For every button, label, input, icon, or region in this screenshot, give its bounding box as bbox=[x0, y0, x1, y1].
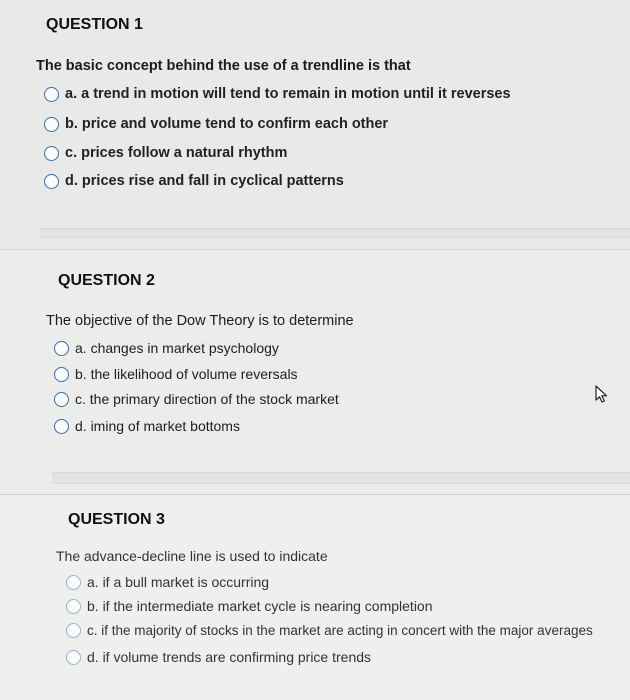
question-1-option-a[interactable] bbox=[44, 86, 511, 102]
question-1-option-c[interactable] bbox=[44, 145, 287, 161]
question-2-option-d[interactable] bbox=[54, 418, 240, 434]
question-3-option-c[interactable] bbox=[66, 623, 593, 638]
option-label: a. if a bull market is occurring bbox=[87, 574, 270, 590]
mouse-pointer-icon bbox=[592, 384, 612, 404]
radio-button[interactable] bbox=[66, 650, 81, 665]
option-label: d. if volume trends are confirming price trends bbox=[87, 649, 372, 665]
question-2-title: QUESTION 2 bbox=[58, 272, 155, 289]
question-3-block bbox=[0, 495, 630, 700]
option-label: b. if the intermediate market cycle is nearing completion bbox=[87, 598, 433, 614]
question-1-option-d[interactable] bbox=[44, 173, 344, 189]
question-2-text: The objective of the Dow Theory is to determine bbox=[46, 313, 354, 329]
question-2-option-c[interactable] bbox=[54, 391, 339, 407]
question-2-footer-band bbox=[52, 472, 630, 484]
question-3-option-d[interactable] bbox=[66, 649, 371, 665]
radio-button[interactable] bbox=[44, 117, 59, 132]
radio-button[interactable] bbox=[54, 341, 69, 356]
option-label: c. if the majority of stocks in the market are acting in concert with the major averages bbox=[87, 623, 593, 638]
radio-button[interactable] bbox=[44, 146, 59, 161]
question-3-text: The advance-decline line is used to indicate bbox=[56, 548, 328, 564]
radio-button[interactable] bbox=[44, 87, 59, 102]
option-label: c. the primary direction of the stock market bbox=[75, 391, 339, 407]
option-label: a. changes in market psychology bbox=[75, 340, 279, 356]
question-2-option-a[interactable] bbox=[54, 340, 279, 356]
radio-button[interactable] bbox=[44, 174, 59, 189]
question-1-title: QUESTION 1 bbox=[46, 16, 143, 33]
question-1-footer-band bbox=[40, 228, 630, 238]
option-label: a. a trend in motion will tend to remain in motion until it reverses bbox=[65, 86, 511, 102]
question-1-option-b[interactable] bbox=[44, 116, 388, 132]
question-1-text: The basic concept behind the use of a trendline is that bbox=[36, 58, 411, 74]
option-label: b. the likelihood of volume reversals bbox=[75, 366, 298, 382]
radio-button[interactable] bbox=[66, 623, 81, 638]
question-2-block bbox=[0, 250, 630, 495]
radio-button[interactable] bbox=[66, 599, 81, 614]
option-label: d. prices rise and fall in cyclical patterns bbox=[65, 173, 344, 189]
radio-button[interactable] bbox=[54, 419, 69, 434]
question-2-option-b[interactable] bbox=[54, 366, 298, 382]
question-1-block bbox=[0, 0, 630, 250]
question-3-option-a[interactable] bbox=[66, 574, 269, 590]
option-label: c. prices follow a natural rhythm bbox=[65, 145, 288, 161]
radio-button[interactable] bbox=[66, 575, 81, 590]
question-3-option-b[interactable] bbox=[66, 598, 433, 614]
option-label: d. iming of market bottoms bbox=[75, 418, 240, 434]
option-label: b. price and volume tend to confirm each other bbox=[65, 116, 389, 132]
radio-button[interactable] bbox=[54, 367, 69, 382]
radio-button[interactable] bbox=[54, 392, 69, 407]
question-3-title: QUESTION 3 bbox=[68, 511, 165, 528]
